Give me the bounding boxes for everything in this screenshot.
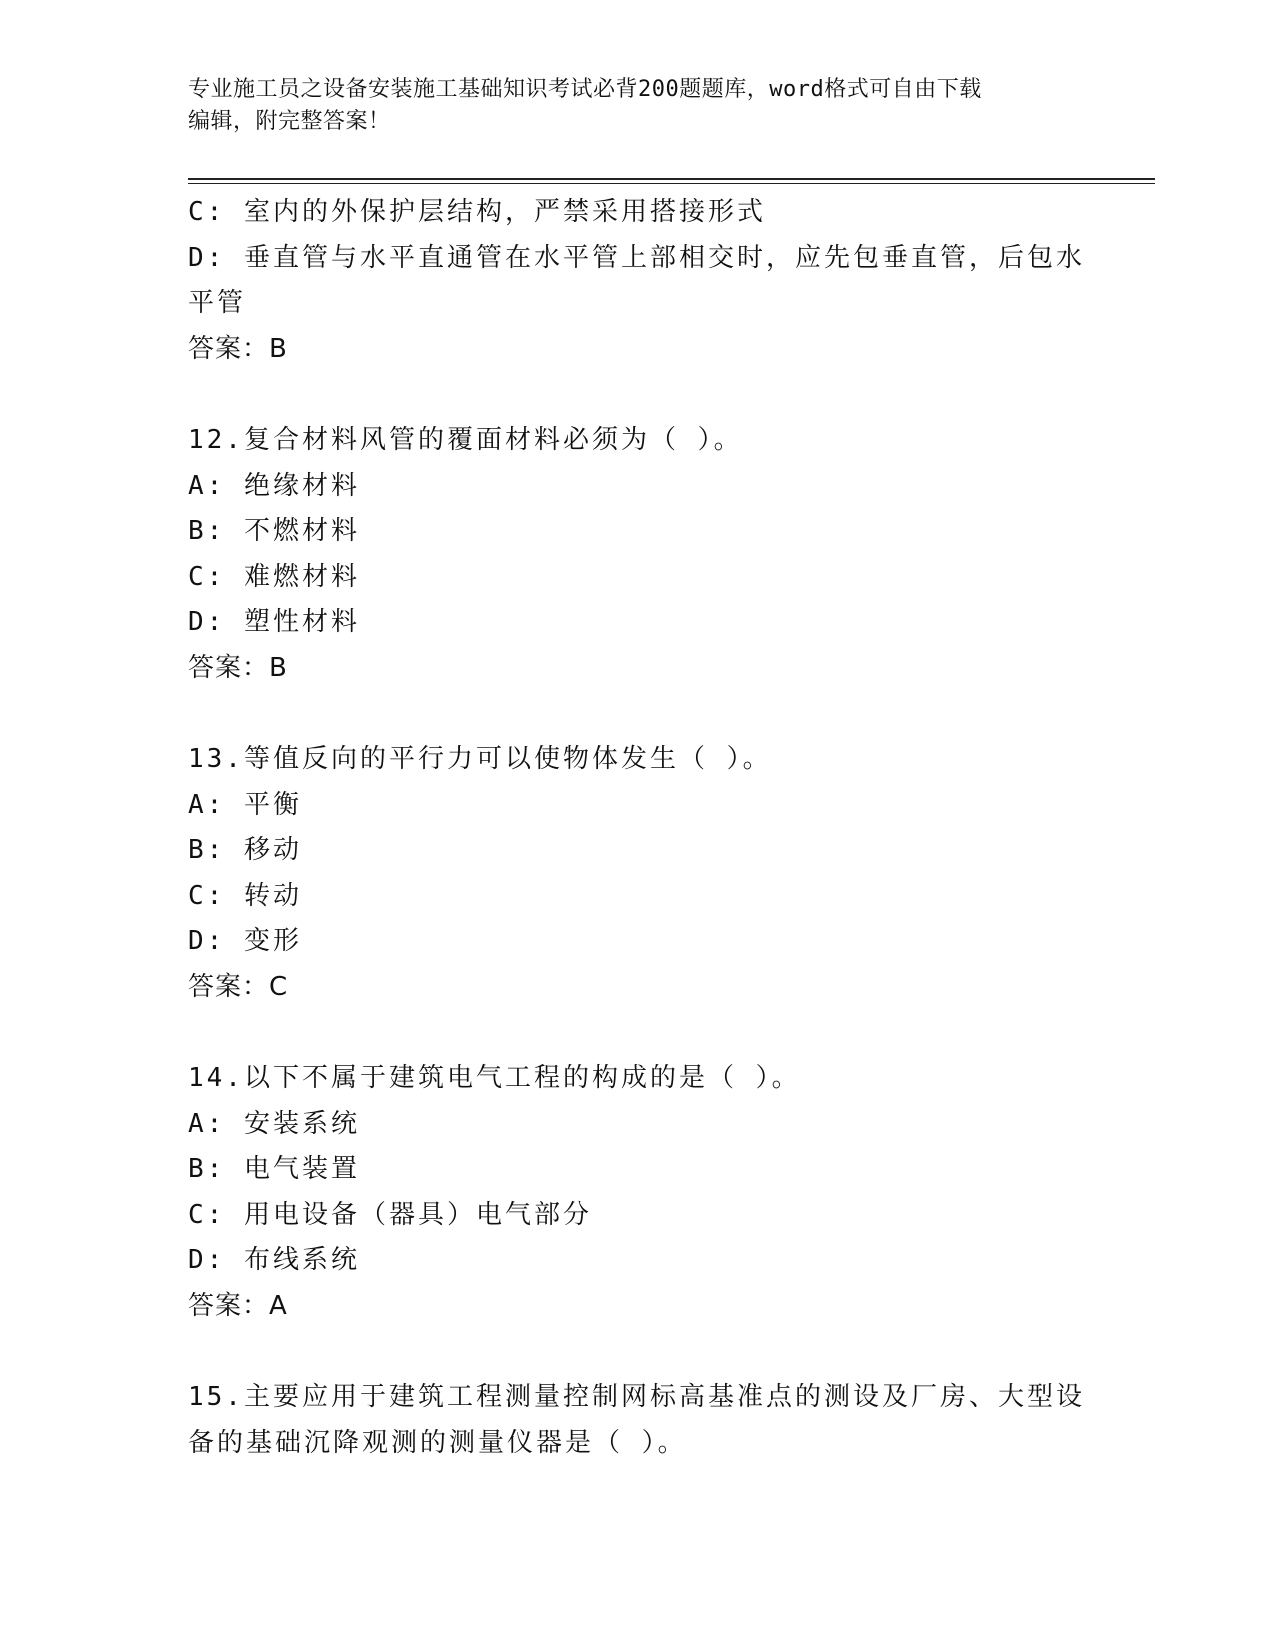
header-divider-thick — [188, 178, 1155, 180]
option-d: D: 布线系统 — [188, 1245, 360, 1275]
option-b: B: 移动 — [188, 835, 302, 865]
question-block-prev — [188, 190, 1088, 372]
question-stem-line-1: 15.主要应用于建筑工程测量控制网标高基准点的测设及厂房、大型设 — [188, 1382, 1085, 1412]
question-spacer — [188, 691, 1088, 737]
option-b: B: 不燃材料 — [188, 516, 360, 546]
option-d: D: 塑性材料 — [188, 607, 360, 637]
question-list — [188, 190, 1088, 1466]
answer-line: 答案：A — [188, 1290, 288, 1321]
option-a: A: 平衡 — [188, 789, 302, 820]
answer-line: 答案：B — [188, 333, 288, 364]
question-stem-line-2: 备的基础沉降观测的测量仪器是（ ）。 — [188, 1427, 687, 1458]
option-a: A: 绝缘材料 — [188, 470, 360, 501]
question-block-14 — [188, 1056, 1088, 1329]
question-block-12 — [188, 418, 1088, 691]
header-title-line-2: 编辑，附完整答案！ — [188, 109, 391, 134]
question-block-15 — [188, 1375, 1088, 1466]
option-c: C: 室内的外保护层结构，严禁采用搭接形式 — [188, 197, 766, 227]
answer-line: 答案：B — [188, 652, 288, 683]
question-spacer — [188, 1010, 1088, 1056]
option-d: D: 垂直管与水平直通管在水平管上部相交时，应先包垂直管，后包水 — [188, 242, 1085, 273]
header-title-line-1: 专业施工员之设备安装施工基础知识考试必背200题题库，word格式可自由下载 — [188, 77, 982, 102]
option-a: A: 安装系统 — [188, 1108, 360, 1139]
question-spacer — [188, 372, 1088, 418]
header-divider-thin — [188, 183, 1155, 184]
answer-line: 答案：C — [188, 971, 289, 1002]
question-stem: 12.复合材料风管的覆面材料必须为（ ）。 — [188, 425, 743, 455]
question-stem: 14.以下不属于建筑电气工程的构成的是（ ）。 — [188, 1063, 801, 1093]
option-d: D: 变形 — [188, 926, 302, 956]
option-c: C: 用电设备（器具）电气部分 — [188, 1199, 592, 1230]
option-d-continued: 平管 — [188, 288, 247, 318]
document-header — [188, 74, 1088, 138]
question-block-13 — [188, 737, 1088, 1010]
option-c: C: 转动 — [188, 880, 302, 911]
question-spacer — [188, 1329, 1088, 1375]
option-b: B: 电气装置 — [188, 1154, 360, 1184]
option-c: C: 难燃材料 — [188, 561, 360, 592]
question-stem: 13.等值反向的平行力可以使物体发生（ ）。 — [188, 744, 772, 774]
